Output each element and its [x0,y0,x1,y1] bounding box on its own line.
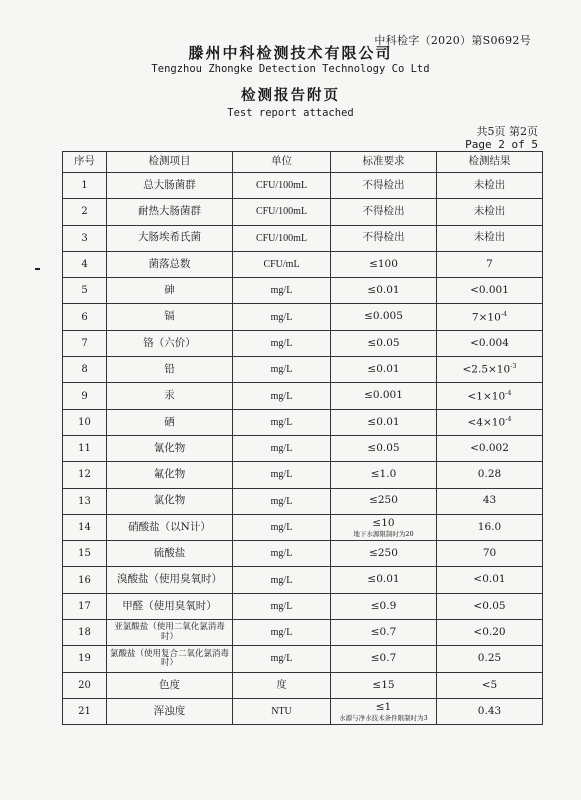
test-item: 菌落总数 [107,251,233,277]
test-item: 氟化物 [107,462,233,488]
result-exponent: -4 [500,309,508,318]
test-result [437,435,543,461]
test-result [437,672,543,698]
unit: mg/L [233,357,331,383]
result-value: 0.25 [477,652,502,665]
test-item: 砷 [107,278,233,304]
result-exponent: -4 [505,388,512,397]
unit: mg/L [233,593,331,619]
standard-limit: 不得检出 [362,178,405,191]
report-number: 中科检字（2020）第S0692号 [374,34,531,47]
standard-requirement [331,462,437,488]
result-value: 未检出 [473,231,506,244]
row-number: 16 [63,567,107,593]
test-item: 耐热大肠菌群 [107,199,233,225]
test-result [437,330,543,356]
result-value: <0.004 [470,336,509,349]
test-result [437,199,543,225]
row-number: 1 [63,173,107,199]
table-row [63,383,543,409]
test-result [437,383,543,409]
row-number: 9 [63,383,107,409]
standard-limit: ≤0.01 [367,362,400,375]
table-row [63,593,543,619]
row-number: 2 [63,199,107,225]
standard-limit: ≤0.7 [370,652,397,665]
result-value: <1×10 [467,390,506,402]
test-result [437,173,543,199]
standard-note: 水源与净水技术条件限制时为3 [339,713,428,722]
unit: mg/L [233,330,331,356]
standard-requirement [331,357,437,383]
standard-requirement [331,646,437,672]
standard-limit: ≤0.001 [364,389,403,402]
standard-limit: ≤250 [369,494,398,507]
company-name-en: Tengzhou Zhongke Detection Technology Co Ltd [151,63,430,75]
test-result [437,698,543,724]
test-item: 硫酸盐 [107,541,233,567]
test-item: 硝酸盐（以N计） [107,514,233,540]
row-number: 19 [63,646,107,672]
table-row [63,173,543,199]
table-body [63,173,543,725]
table-row [63,620,543,646]
test-item: 色度 [107,672,233,698]
table-row [63,251,543,277]
row-number: 17 [63,593,107,619]
result-value: 0.28 [477,468,502,481]
unit: mg/L [233,383,331,409]
table-row [63,199,543,225]
table-row [63,330,543,356]
standard-requirement [331,698,437,724]
standard-requirement [331,409,437,435]
result-exponent: -3 [510,362,517,371]
unit: mg/L [233,541,331,567]
standard-requirement [331,541,437,567]
table-row [63,225,543,251]
scan-mark [35,268,40,270]
row-number: 20 [63,672,107,698]
test-result [437,514,543,540]
unit: CFU/100mL [233,225,331,251]
table-row [63,567,543,593]
test-item: 溴酸盐（使用臭氧时） [107,567,233,593]
standard-requirement [331,225,437,251]
standard-requirement [331,199,437,225]
row-number: 5 [63,278,107,304]
table-row [63,698,543,724]
result-exponent: -4 [505,414,512,423]
result-value: <2.5×10 [462,363,511,376]
test-item: 浑浊度 [107,698,233,724]
test-result [437,304,543,330]
standard-limit: ≤0.9 [370,599,397,612]
table-row [63,409,543,435]
unit: mg/L [233,462,331,488]
result-value: 16.0 [477,520,502,533]
test-item: 甲醛（使用臭氧时） [107,593,233,619]
row-number: 14 [63,514,107,540]
test-item: 铅 [107,357,233,383]
table-row [63,541,543,567]
test-item: 氰化物 [107,435,233,461]
standard-requirement [331,620,437,646]
result-value: 70 [482,547,497,560]
table-row [63,462,543,488]
standard-requirement [331,304,437,330]
standard-limit: 不得检出 [362,231,405,244]
test-result [437,620,543,646]
standard-limit: ≤0.7 [370,625,397,638]
unit: mg/L [233,646,331,672]
test-item: 铬（六价） [107,330,233,356]
company-name-cn: 滕州中科检测技术有限公司 [188,44,393,62]
page-title-cn: 检测报告附页 [241,87,340,104]
standard-requirement [331,173,437,199]
row-number: 13 [63,488,107,514]
unit: CFU/mL [233,251,331,277]
test-item: 氯酸盐（使用复合二氧化氯消毒时） [107,646,233,672]
unit: mg/L [233,567,331,593]
test-item: 总大肠菌群 [107,173,233,199]
result-value: <0.002 [470,441,509,454]
result-value: <5 [481,678,498,691]
col-header-unit: 单位 [233,152,331,173]
standard-requirement [331,593,437,619]
test-result [437,646,543,672]
standard-requirement [331,514,437,540]
table-row [63,646,543,672]
standard-limit: ≤0.01 [367,284,400,297]
row-number: 6 [63,304,107,330]
table-header-row [63,152,543,173]
table-row [63,304,543,330]
result-value: 未检出 [473,205,506,218]
standard-limit: 不得检出 [362,205,405,218]
standard-limit: ≤0.05 [367,336,400,349]
standard-limit: ≤0.01 [367,573,400,586]
test-result [437,488,543,514]
unit: mg/L [233,488,331,514]
standard-limit: ≤100 [369,257,398,270]
col-header-no: 序号 [63,152,107,173]
table-row [63,672,543,698]
test-result [437,593,543,619]
row-number: 8 [63,357,107,383]
standard-limit: ≤10 [372,516,395,529]
test-item: 亚氯酸盐（使用二氧化氯消毒时） [107,620,233,646]
col-header-result: 检测结果 [437,152,543,173]
test-result [437,357,543,383]
standard-limit: ≤15 [372,678,395,691]
unit: mg/L [233,278,331,304]
result-value: 7 [486,257,493,270]
page-title-en: Test report attached [227,107,354,119]
col-header-standard: 标准要求 [331,152,437,173]
results-table [62,151,543,725]
test-item: 硒 [107,409,233,435]
standard-limit: ≤0.005 [364,310,403,323]
standard-note: 地下水源限制时为20 [353,529,414,538]
unit: CFU/100mL [233,199,331,225]
page-indicator-en: Page 2 of 5 [465,138,538,151]
standard-limit: ≤0.05 [367,441,400,454]
table-row [63,488,543,514]
row-number: 11 [63,435,107,461]
row-number: 15 [63,541,107,567]
row-number: 18 [63,620,107,646]
standard-limit: ≤250 [369,547,398,560]
unit: mg/L [233,409,331,435]
result-value: <0.001 [470,284,509,297]
result-value: <0.01 [473,573,506,586]
result-value: 未检出 [473,178,506,191]
unit: mg/L [233,620,331,646]
row-number: 10 [63,409,107,435]
row-number: 21 [63,698,107,724]
unit: CFU/100mL [233,173,331,199]
standard-requirement [331,278,437,304]
unit: NTU [233,698,331,724]
result-value: <0.20 [473,625,506,638]
test-item: 汞 [107,383,233,409]
test-item: 氯化物 [107,488,233,514]
row-number: 7 [63,330,107,356]
test-result [437,225,543,251]
table-row [63,357,543,383]
test-result [437,409,543,435]
unit: mg/L [233,304,331,330]
standard-limit: ≤0.01 [367,415,400,428]
test-result [437,567,543,593]
result-value: 7×10 [471,311,501,324]
table-row [63,435,543,461]
standard-requirement [331,567,437,593]
test-result [437,278,543,304]
test-result [437,251,543,277]
standard-requirement [331,435,437,461]
page-indicator-cn: 共5页 第2页 [476,125,538,138]
standard-requirement [331,383,437,409]
standard-requirement [331,251,437,277]
row-number: 4 [63,251,107,277]
unit: mg/L [233,514,331,540]
standard-requirement [331,488,437,514]
test-result [437,462,543,488]
result-value: 43 [482,494,497,507]
standard-requirement [331,672,437,698]
table-row [63,278,543,304]
unit: mg/L [233,435,331,461]
standard-requirement [331,330,437,356]
table-row [63,514,543,540]
result-value: 0.43 [477,704,502,717]
unit: 度 [233,672,331,698]
standard-limit: ≤1 [375,701,392,714]
row-number: 3 [63,225,107,251]
col-header-item: 检测项目 [107,152,233,173]
test-result [437,541,543,567]
standard-limit: ≤1.0 [370,468,397,481]
test-item: 大肠埃希氏菌 [107,225,233,251]
result-value: <0.05 [473,599,506,612]
test-item: 镉 [107,304,233,330]
result-value: <4×10 [467,416,506,429]
row-number: 12 [63,462,107,488]
